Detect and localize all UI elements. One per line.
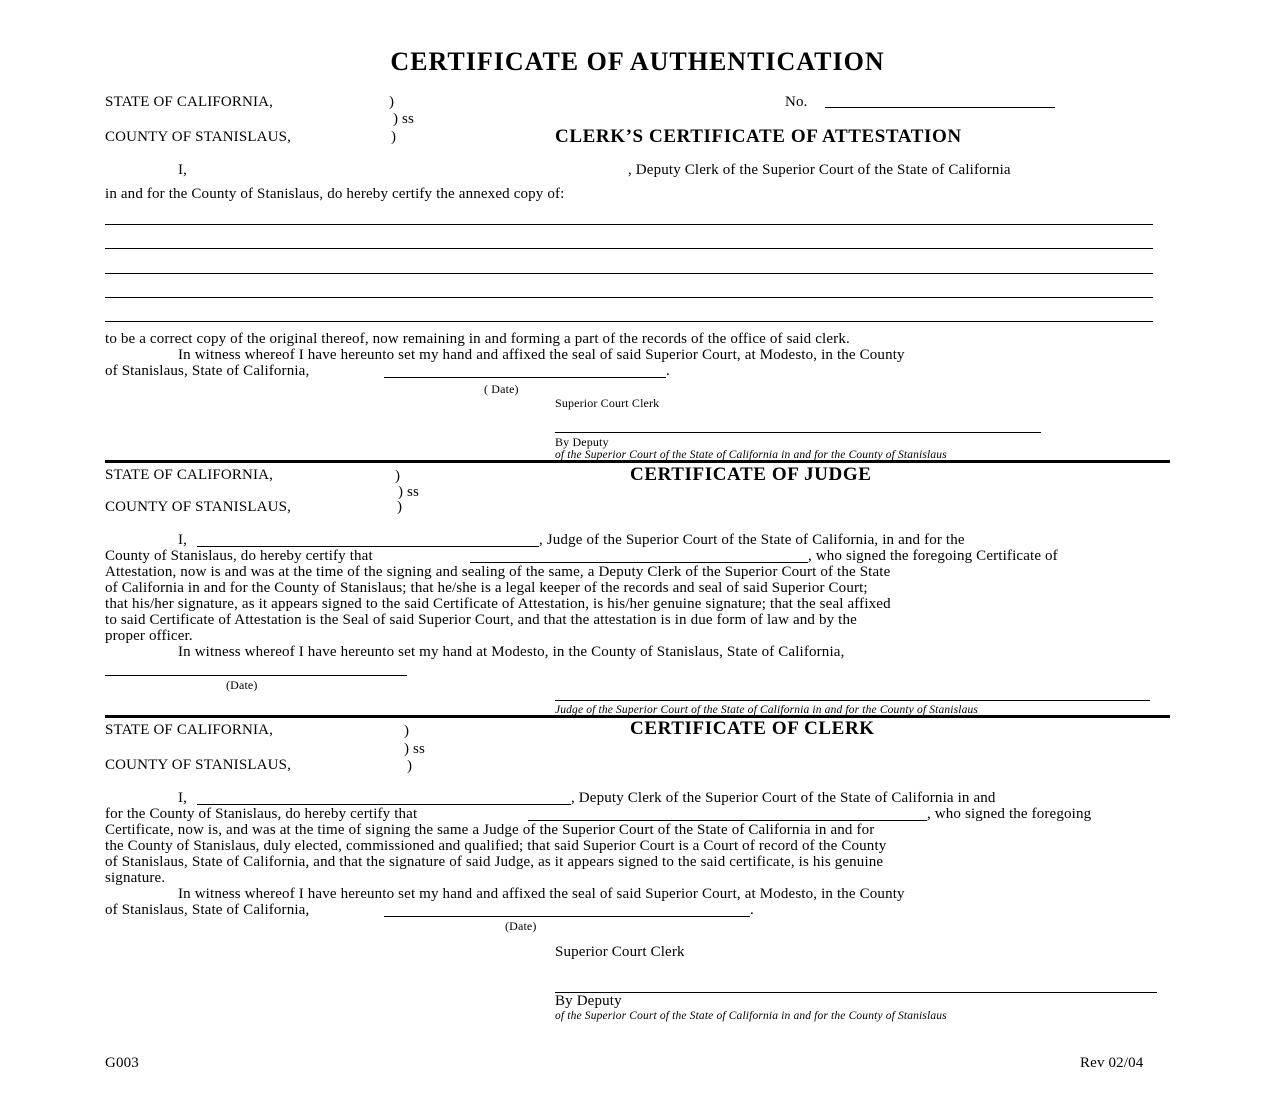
i-label: I, [178,162,188,178]
judge-text-line-6: to said Certificate of Attestation is the Seal of said Superior Court, and that the attestation is in due form of law and by the [105,612,857,628]
by-deputy-label: By Deputy [555,435,609,449]
i-label: I, [178,790,188,806]
annexed-copy-line-4[interactable] [105,297,1153,298]
judge-text-line-3: Attestation, now is and was at the time of the signing and sealing of the same, a Deputy Clerk of the Superior Court of the State [105,564,891,580]
section-divider [105,460,1170,463]
bracket: ) [389,94,395,110]
county-certify-text: County of Stanislaus, do hereby certify that [105,548,373,564]
bracket: ) [391,129,397,145]
bracket: ) [397,499,403,515]
date-field[interactable] [384,916,750,917]
period: . [666,363,670,379]
certify-text: in and for the County of Stanislaus, do hereby certify the annexed copy of: [105,186,565,202]
county-label: COUNTY OF STANISLAUS, [105,129,291,145]
period: . [750,902,754,918]
superior-court-clerk-label: Superior Court Clerk [555,944,685,960]
ss-label: ) ss [393,111,415,127]
court-italic-caption: of the Superior Court of the State of California in and for the County of Stanislaus [555,449,947,461]
judge-name-field[interactable] [197,546,539,547]
superior-court-clerk-label: Superior Court Clerk [555,396,660,410]
judge-signature-line[interactable] [555,700,1150,701]
date-label: (Date) [505,919,537,933]
witness-text-line-1: In witness whereof I have hereunto set my hand and affixed the seal of said Superior Court, at Modesto, in the County [178,347,905,363]
annexed-copy-line-3[interactable] [105,273,1153,274]
date-label: (Date) [226,678,258,692]
by-deputy-label: By Deputy [555,993,622,1009]
document-title: CERTIFICATE OF AUTHENTICATION [390,47,885,76]
attestation-heading: CLERK’S CERTIFICATE OF ATTESTATION [555,126,962,147]
judge-heading: CERTIFICATE OF JUDGE [630,464,872,485]
witness-text-line-2: of Stanislaus, State of California, [105,902,310,918]
deputy-text: , Deputy Clerk of the Superior Court of the State of California in and [571,790,996,806]
number-field[interactable] [825,107,1055,108]
ss-label: ) ss [398,484,420,500]
deputy-clerk-text: , Deputy Clerk of the Superior Court of the State of California [628,162,1011,178]
date-label: ( Date) [484,382,519,396]
bracket: ) [395,468,401,484]
i-label: I, [178,532,188,548]
witness-text-line-2: of Stanislaus, State of California, [105,363,310,379]
deputy-signature-line[interactable] [555,992,1157,993]
judge-of-text: , Judge of the Superior Court of the State of California, in and for the [539,532,965,548]
annexed-copy-line-1[interactable] [105,224,1153,225]
witness-text-line-1: In witness whereof I have hereunto set my hand and affixed the seal of said Superior Court, at Modesto, in the County [178,886,905,902]
clerk-heading: CERTIFICATE OF CLERK [630,718,875,739]
county-label: COUNTY OF STANISLAUS, [105,499,291,515]
clerk-text-line-6: signature. [105,870,166,886]
judge-text-line-4: of California in and for the County of Stanislaus; that he/she is a legal keeper of the records and seal of said Superior Court; [105,580,868,596]
who-signed-text: , who signed the foregoing [927,806,1092,822]
annexed-copy-line-5[interactable] [105,321,1153,322]
clerk-text-line-5: of Stanislaus, State of California, and that the signature of said Judge, as it appears signed to the said certificate, is his genuine [105,854,884,870]
date-field[interactable] [384,377,666,378]
judge-name-field[interactable] [528,820,927,821]
judge-witness-text: In witness whereof I have hereunto set my hand at Modesto, in the County of Stanislaus, State of California, [178,644,845,660]
correct-copy-text: to be a correct copy of the original thereof, now remaining in and forming a part of the records of the office of said clerk. [105,331,850,347]
deputy-clerk-name-field[interactable] [197,804,571,805]
bracket: ) [407,758,413,774]
court-italic-caption: of the Superior Court of the State of California in and for the County of Stanislaus [555,1010,947,1022]
state-label: STATE OF CALIFORNIA, [105,94,274,110]
deputy-signature-line[interactable] [555,432,1041,433]
ss-label: ) ss [404,741,426,757]
annexed-copy-line-2[interactable] [105,248,1153,249]
state-label: STATE OF CALIFORNIA, [105,722,274,738]
bracket: ) [404,723,410,739]
judge-text-line-5: that his/her signature, as it appears signed to the said Certificate of Attestation, is his/her genuine signature; that the seal affixed [105,596,891,612]
judge-italic-caption: Judge of the Superior Court of the State of California in and for the County of Stanislaus [555,704,979,716]
state-label: STATE OF CALIFORNIA, [105,467,274,483]
clerk-text-line-3: Certificate, now is, and was at the time of signing the same a Judge of the Superior Court of the State of California in and for [105,822,875,838]
judge-text-line-7: proper officer. [105,628,193,644]
date-field[interactable] [105,675,407,676]
form-code: G003 [105,1055,139,1071]
county-label: COUNTY OF STANISLAUS, [105,757,291,773]
clerk-text-line-4: the County of Stanislaus, duly elected, commissioned and qualified; that said Superior Court is a Court of record of the County [105,838,887,854]
who-signed-text: , who signed the foregoing Certificate of [808,548,1058,564]
number-label: No. [785,94,808,110]
deputy-clerk-name-field[interactable] [470,562,808,563]
revision-label: Rev 02/04 [1080,1055,1144,1071]
for-county-text: for the County of Stanislaus, do hereby certify that [105,806,418,822]
